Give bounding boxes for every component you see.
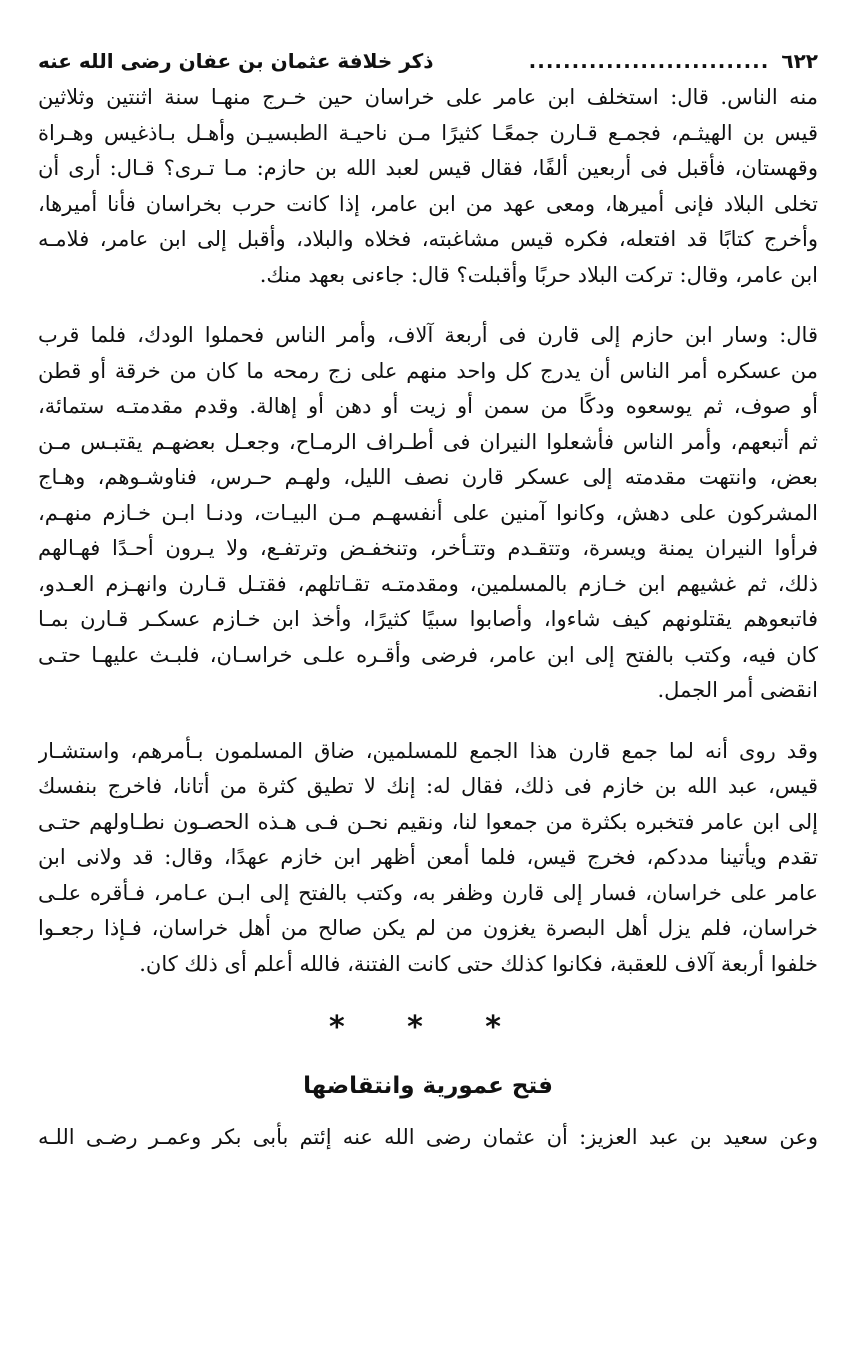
text-line: وقهستان، فأقبل فى أربعين ألفًا، فقال قيس لعبد الله بن حازم: مـا تـرى؟ قـال: أرى أن bbox=[38, 156, 818, 180]
text-line: تخلى البلاد فإنى أميرها، ومعى عهد من ابن عامر، إذا كانت حرب بخراسان فأنا أميرها، bbox=[38, 191, 818, 216]
text-line: عامر على خراسان، فسار إلى قارن وظفر به، وكتب بالفتح إلى ابـن عـامر، فـأقره علـى bbox=[38, 880, 818, 905]
header-leader-dots: ............................ bbox=[528, 49, 770, 73]
header-title: ذكر خلافة عثمان بن عفان رضى الله عنه bbox=[38, 49, 434, 73]
text-line: خراسان، فلم يزل أهل البصرة يغزون من لم يكن صالح من أهل خراسان، فـإذا رجعـوا bbox=[38, 916, 818, 940]
text-line: ذلك، ثم غشيهم ابن خـازم بالمسلمين، ومقدمتـه تقـاتلهم، فقتـل قـارن وانهـزم العـدو، bbox=[38, 571, 818, 596]
text-line: أو صوف، ثم يوسعوه ودكًا من سمن أو زيت أو دهن أو إهالة. وقدم مقدمتـه ستمائة، bbox=[38, 394, 818, 418]
paragraph-2 bbox=[38, 318, 818, 709]
text-line: خلفوا أربعة آلاف للعقبة، فكانوا كذلك حتى كانت الفتنة، فالله أعلم أى ذلك كان. bbox=[139, 951, 818, 976]
paragraph-gap bbox=[38, 709, 818, 734]
text-line: وأخرج كتابًا قد افتعله، فكره قيس مشاغبته، فخلاه والبلاد، وأقبل إلى ابن عامر، فلامـه bbox=[38, 227, 818, 251]
text-line: قيس، عبد الله بن خازم فى ذلك، فقال له: إنك لا تطيق كثرة من أتانا، فاخرج بنفسك bbox=[38, 774, 818, 798]
text-line: إلى ابن عامر فتخبره بكثرة من جمعوا لنا، ونقيم نحـن فـى هـذه الحصـون نطـاولهم حتـى bbox=[38, 809, 818, 834]
text-line: وعن سعيد بن عبد العزيز: أن عثمان رضى الله عنه إئتم بأبى بكر وعمـر رضـى اللـه bbox=[38, 1125, 818, 1149]
text-line: كان فيه، وكتب بالفتح إلى ابن عامر، فرضى وأقـره علـى خراسـان، فلبـث عليهـا حتـى bbox=[38, 642, 818, 667]
text-line: بعض، وانتهت مقدمته إلى عسكر قارن نصف الليل، ولهـم حـرس، فناوشـوهم، وهـاج bbox=[38, 465, 818, 489]
book-page bbox=[38, 46, 818, 1156]
text-line: من عسكره أمر الناس أن يدرج كل واحد منهم على زج رمحه ما كان من خرقة أو قطن bbox=[38, 358, 818, 383]
page-number: ٦٢٢ bbox=[781, 49, 818, 73]
text-line: وقد روى أنه لما جمع قارن هذا الجمع للمسلمين، ضاق المسلمون بـأمرهم، واستشـار bbox=[38, 738, 818, 763]
text-line: منه الناس. قال: استخلف ابن عامر على خراسان حين خـرج منهـا سنة اثنتين وثلاثين bbox=[38, 85, 818, 109]
text-line: ثم أتبعهم، وأمر الناس فأشعلوا النيران فى أطـراف الرمـاح، وجعـل بعضهـم يقتبـس مـن bbox=[38, 429, 818, 454]
paragraph-3 bbox=[38, 734, 818, 983]
section-separator: * * * bbox=[329, 1010, 527, 1045]
section-title: فتح عمورية وانتقاضها bbox=[303, 1073, 553, 1099]
paragraph-1 bbox=[38, 80, 818, 293]
text-line: قال: وسار ابن حازم إلى قارن فى أربعة آلاف، وأمر الناس فحملوا الودك، فلما قرب bbox=[38, 323, 818, 347]
section-paragraph bbox=[38, 1120, 818, 1156]
text-line: قيس بن الهيثـم، فجمـع قـارن جمعًـا كثيرًا مـن ناحيـة الطبسيـن وأهـل بـاذغيس وهـراة bbox=[38, 120, 818, 145]
text-line: المشركون على دهش، وكانوا آمنين على أنفسهـم مـن البيـات، ودنـا ابـن خـازم منهـم، bbox=[38, 500, 818, 525]
text-line: فاتبعوهم يقتلونهم كيف شاءوا، وأصابوا سبيًا كثيرًا، وأخذ ابن خـازم عسكـر قـارن بمـا bbox=[38, 607, 818, 631]
text-line: انقضى أمر الجمل. bbox=[657, 678, 818, 702]
paragraph-gap bbox=[38, 293, 818, 318]
text-line: ابن عامر، وقال: تركت البلاد حربًا وأقبلت؟ قال: جاءنى بعهد منك. bbox=[259, 262, 818, 287]
text-line: فرأوا النيران يمنة ويسرة، وتتقـدم وتتـأخر، وتنخفـض وترتفـع، ولا يـرون أحـدًا فهـالهم bbox=[38, 536, 818, 560]
text-line: تقدم ويأتينا مددكم، فخرج قيس، فلما أمعن أظهر ابن خازم عهدًا، وقال: قد ولانى ابن bbox=[38, 845, 818, 869]
running-header bbox=[38, 46, 818, 76]
